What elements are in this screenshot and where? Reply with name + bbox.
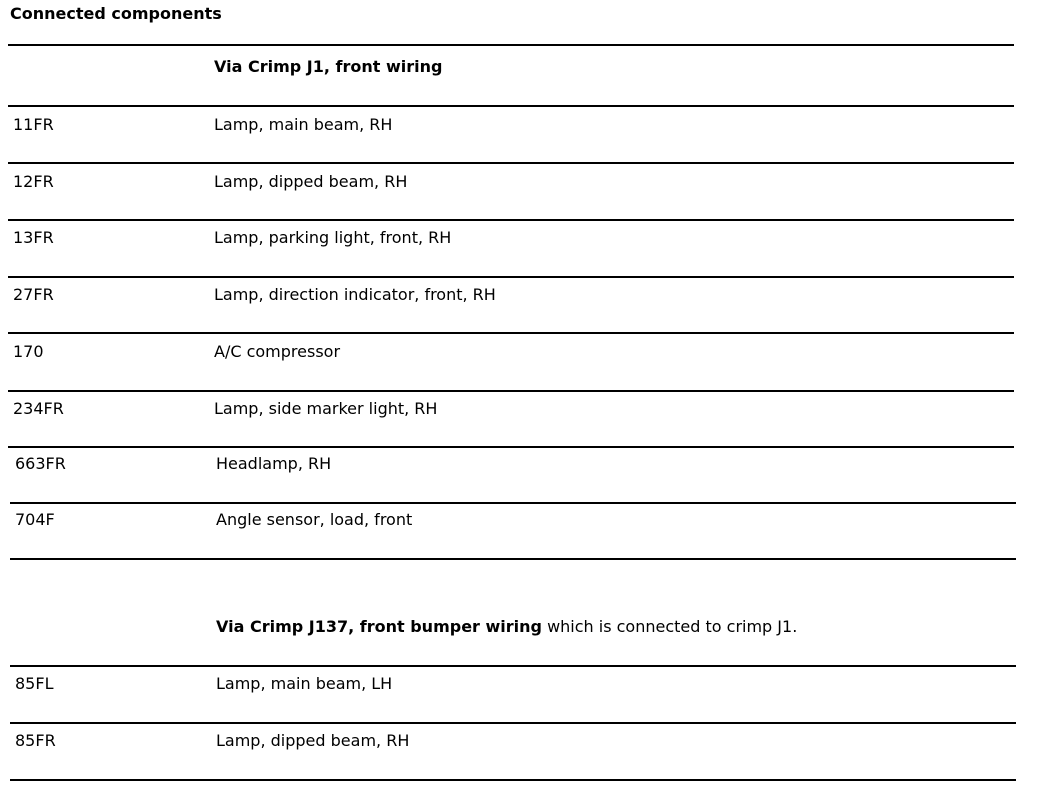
section-bottom-rule [10, 558, 1016, 560]
row-divider [8, 390, 1014, 392]
component-description: Lamp, direction indicator, front, RH [214, 285, 496, 304]
row-divider [8, 105, 1014, 107]
component-description: A/C compressor [214, 342, 341, 361]
component-code: 85FL [15, 674, 54, 693]
component-description: Lamp, side marker light, RH [214, 399, 438, 418]
component-code: 12FR [13, 172, 54, 191]
section-heading [216, 617, 797, 637]
component-code: 85FR [15, 731, 56, 750]
section-heading-bold: Via Crimp J1, front wiring [214, 57, 443, 76]
component-description: Headlamp, RH [216, 454, 332, 473]
row-divider [8, 219, 1014, 221]
component-description: Lamp, dipped beam, RH [216, 731, 410, 750]
section-heading [214, 57, 442, 77]
component-code: 11FR [13, 115, 54, 134]
component-code: 704F [15, 510, 55, 529]
component-description: Angle sensor, load, front [216, 510, 413, 529]
component-description: Lamp, dipped beam, RH [214, 172, 408, 191]
row-divider [10, 502, 1016, 504]
row-divider [8, 446, 1014, 448]
section-heading-bold: Via Crimp J137, front bumper wiring [216, 617, 542, 636]
component-code: 13FR [13, 228, 54, 247]
row-divider [10, 722, 1016, 724]
component-code: 663FR [15, 454, 66, 473]
component-description: Lamp, main beam, RH [214, 115, 393, 134]
component-code: 234FR [13, 399, 64, 418]
table-bottom-rule [10, 779, 1016, 781]
row-divider [8, 276, 1014, 278]
component-description: Lamp, main beam, LH [216, 674, 393, 693]
row-divider [8, 162, 1014, 164]
row-divider [10, 665, 1016, 667]
component-code: 170 [13, 342, 44, 361]
component-description: Lamp, parking light, front, RH [214, 228, 452, 247]
section-heading-text: which is connected to crimp J1. [541, 617, 798, 636]
document-title: Connected components [10, 4, 222, 23]
table-top-rule [8, 44, 1014, 46]
row-divider [8, 332, 1014, 334]
component-code: 27FR [13, 285, 54, 304]
